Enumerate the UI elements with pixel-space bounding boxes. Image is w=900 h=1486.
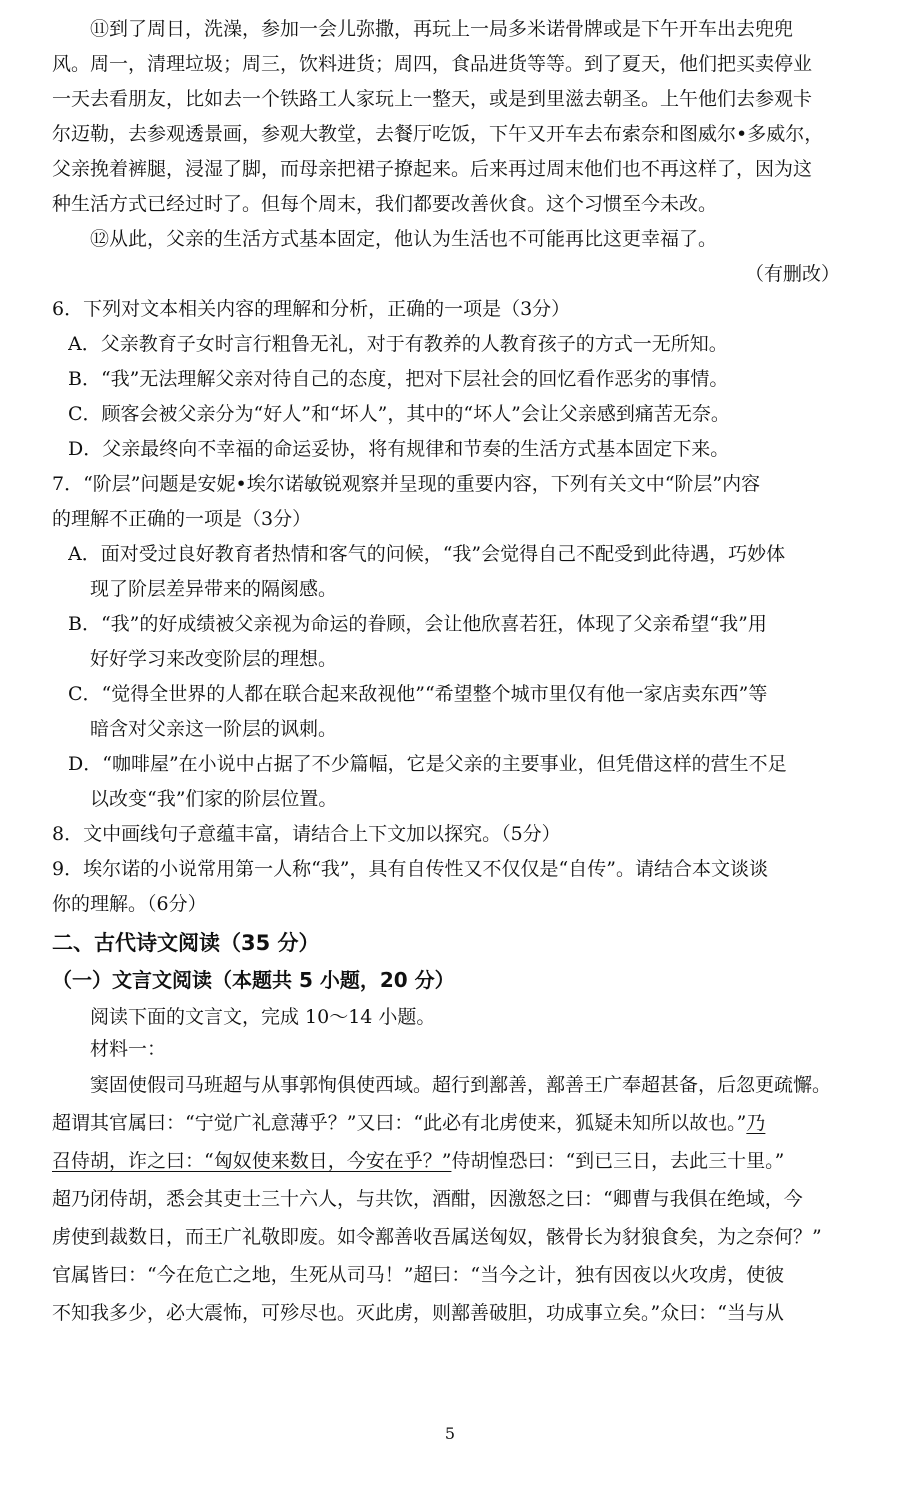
question-7-stem: 7．“阶层”问题是安妮•埃尔诺敏锐观察并呈现的重要内容，下列有关文中“阶层”内容: [52, 473, 761, 495]
section-2-subtitle: （一）文言文阅读（本题共 5 小题，20 分）: [52, 968, 455, 992]
question-6-stem: 6．下列对文本相关内容的理解和分析，正确的一项是（3分）: [52, 298, 571, 320]
classical-text-line: 虏使到裁数日，而王广礼敬即废。如令鄯善收吾属送匈奴，骸骨长为豺狼食矣，为之奈何？”: [52, 1226, 822, 1248]
question-7-option-a-cont: 现了阶层差异带来的隔阂感。: [90, 578, 338, 600]
story-p11-line: 尔迈勒，去参观透景画，参观大教堂，去餐厅吃饭，下午又开车去布索奈和图威尔•多威尔，: [52, 123, 824, 145]
question-7-option-d: D．“咖啡屋”在小说中占据了不少篇幅，它是父亲的主要事业，但凭借这样的营生不足: [68, 753, 787, 775]
story-p11-line: ⑪到了周日，洗澡，参加一会儿弥撒，再玩上一局多米诺骨牌或是下午开车出去兜兜: [90, 18, 794, 40]
question-7-option-d-cont: 以改变“我”们家的阶层位置。: [90, 788, 338, 810]
story-p12: ⑫从此，父亲的生活方式基本固定，他认为生活也不可能再比这更幸福了。: [90, 228, 718, 250]
classical-text-segment: 侍胡惶恐曰：“到已三日，去此三十里。”: [451, 1150, 785, 1172]
question-7-option-b-cont: 好好学习来改变阶层的理想。: [90, 648, 338, 670]
question-7-option-a: A．面对受过良好教育者热情和客气的问候，“我”会觉得自己不配受到此待遇，巧妙体: [68, 543, 786, 565]
question-6-option-a: A．父亲教育子女时言行粗鲁无礼，对于有教养的人教育孩子的方式一无所知。: [68, 333, 728, 355]
classical-text-line: [52, 1106, 852, 1140]
source-note: （有删改）: [744, 263, 840, 285]
question-9: 9．埃尔诺的小说常用第一人称“我”，具有自传性又不仅仅是“自传”。请结合本文谈谈: [52, 858, 768, 880]
material-1-label: 材料一：: [90, 1038, 167, 1060]
question-7-option-c: C．“觉得全世界的人都在联合起来敌视他”“希望整个城市里仅有他一家店卖东西”等: [68, 683, 768, 705]
classical-text-line: 官属皆曰：“今在危亡之地，生死从司马！”超曰：“当今之计，独有因夜以火攻虏，使彼: [52, 1264, 785, 1286]
story-p11-line: 一天去看朋友，比如去一个铁路工人家玩上一整天，或是到里滋去朝圣。上午他们去参观卡: [52, 88, 813, 110]
underlined-sentence: 乃: [746, 1112, 766, 1134]
classical-text-line: [52, 1144, 852, 1178]
page-number: 5: [444, 1424, 456, 1443]
classical-text-line: 超乃闭侍胡，悉会其吏士三十六人，与共饮，酒酣，因激怒之曰：“卿曹与我俱在绝域，今: [52, 1188, 803, 1210]
question-6-option-d: D．父亲最终向不幸福的命运妥协，将有规律和节奏的生活方式基本固定下来。: [68, 438, 730, 460]
classical-text-line: 不知我多少，必大震怖，可殄尽也。灭此虏，则鄯善破胆，功成事立矣。”众曰：“当与从: [52, 1302, 784, 1324]
reading-instruction: 阅读下面的文言文，完成 10～14 小题。: [90, 1006, 436, 1028]
question-7-option-c-cont: 暗含对父亲这一阶层的讽刺。: [90, 718, 338, 740]
question-6-option-c: C．顾客会被父亲分为“好人”和“坏人”，其中的“坏人”会让父亲感到痛苦无奈。: [68, 403, 730, 425]
classical-text-segment: 超谓其官属曰：“宁觉广礼意薄乎？”又曰：“此必有北虏使来，狐疑未知所以故也。”: [52, 1112, 747, 1134]
question-6-option-b: B．“我”无法理解父亲对待自己的态度，把对下层社会的回忆看作恶劣的事情。: [68, 368, 729, 390]
underlined-sentence: 召侍胡，诈之曰：“匈奴使来数日，今安在乎？”: [52, 1150, 452, 1172]
question-7-option-b: B．“我”的好成绩被父亲视为命运的眷顾，会让他欣喜若狂，体现了父亲希望“我”用: [68, 613, 767, 635]
question-9-cont: 你的理解。（6分）: [52, 893, 207, 915]
question-8: 8．文中画线句子意蕴丰富，请结合上下文加以探究。（5分）: [52, 823, 561, 845]
story-p11-line: 风。周一，清理垃圾；周三，饮料进货；周四，食品进货等等。到了夏天，他们把买卖停业: [52, 53, 813, 75]
classical-text-line: 窦固使假司马班超与从事郭恂俱使西域。超行到鄯善，鄯善王广奉超甚备，后忽更疏懈。: [90, 1074, 832, 1096]
section-2-title: 二、古代诗文阅读（35 分）: [52, 931, 320, 955]
story-p11-line: 父亲挽着裤腿，浸湿了脚，而母亲把裙子撩起来。后来再过周末他们也不再这样了，因为这: [52, 158, 813, 180]
question-7-stem-cont: 的理解不正确的一项是（3分）: [52, 508, 312, 530]
story-p11-line: 种生活方式已经过时了。但每个周末，我们都要改善伙食。这个习惯至今未改。: [52, 193, 718, 215]
